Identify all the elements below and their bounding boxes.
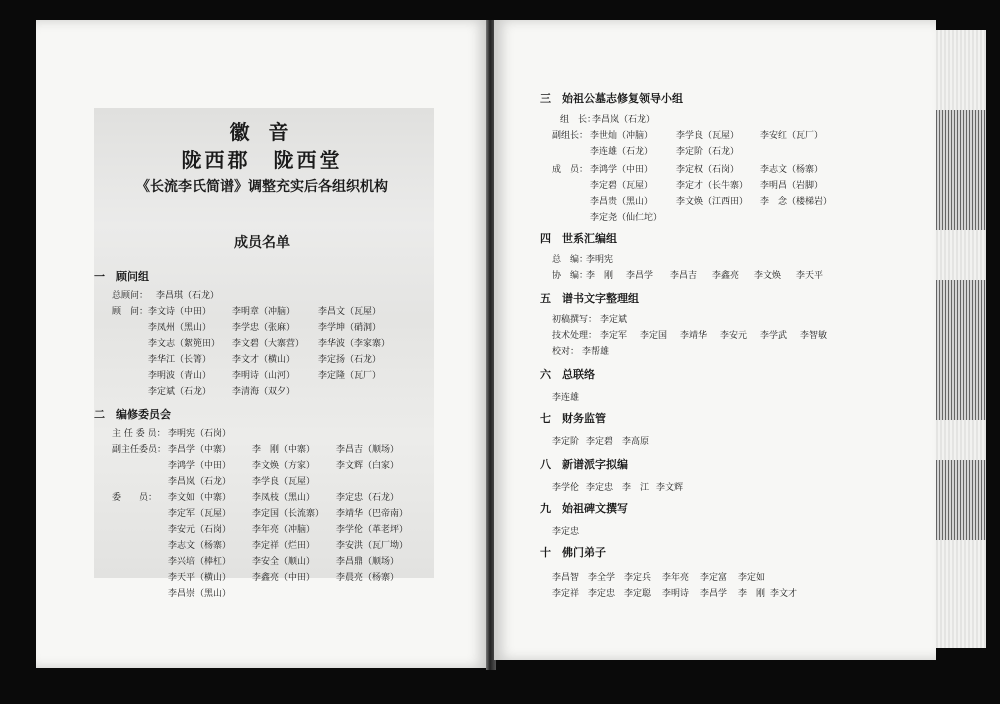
- section-heading-epitaph: 九 始祖碑文撰写: [540, 502, 628, 515]
- member-name: 李明诗: [662, 589, 690, 599]
- member-name: 李学武: [760, 331, 788, 341]
- member-name: 李学伦（革老坪）: [336, 525, 409, 535]
- page-edge-band: [936, 460, 986, 540]
- member-name: 李定国（长流寨）: [252, 509, 325, 519]
- member-name: 李昌岚（石龙）: [168, 477, 232, 487]
- row-label: 副主任委员：: [112, 445, 167, 455]
- member-name: 李连雄: [552, 393, 580, 403]
- member-name: 李靖华: [680, 331, 708, 341]
- member-name: 李安洪（瓦厂坳）: [336, 541, 409, 551]
- member-name: 李定才（长牛寨）: [676, 181, 749, 191]
- row-label: 协 编：: [552, 271, 589, 281]
- document-title: 《长流李氏简谱》调整充实后各组织机构: [136, 179, 388, 195]
- member-name: 李 江: [622, 483, 650, 493]
- member-name: 李定隆（瓦厂）: [318, 371, 382, 381]
- member-name: 李鑫亮（中田）: [252, 573, 316, 583]
- right-page: [494, 20, 936, 660]
- member-name: 李定祥: [552, 589, 580, 599]
- row-label: 组 长：: [560, 115, 597, 125]
- member-name: 李学伦: [552, 483, 580, 493]
- member-name: 李昌智: [552, 573, 580, 583]
- member-name: 李昌吉（顺场）: [336, 445, 400, 455]
- section-heading-tomb-restoration: 三 始祖公墓志修复领导小组: [540, 92, 683, 105]
- member-name: 李定忠: [552, 527, 580, 537]
- member-name: 李昌贵（黑山）: [590, 197, 654, 207]
- member-name: 李安元（石岗）: [168, 525, 232, 535]
- member-name: 李学良（瓦屋）: [252, 477, 316, 487]
- member-name: 李定军（瓦屋）: [168, 509, 232, 519]
- member-name: 李定国: [640, 331, 668, 341]
- member-name: 李明诗（山河）: [232, 371, 296, 381]
- member-name: 李鸿学（中田）: [590, 165, 654, 175]
- member-name: 李定尧（仙仁坨）: [590, 213, 663, 223]
- member-name: 李文焕: [754, 271, 782, 281]
- section-heading-text-editing: 五 谱书文字整理组: [540, 292, 639, 305]
- page-title: 徽 音: [229, 120, 295, 144]
- member-name: 李天平: [796, 271, 824, 281]
- member-name: 李昌岚（石龙）: [592, 115, 656, 125]
- member-name: 李文才: [770, 589, 798, 599]
- member-name: 李志文（杨寨）: [760, 165, 824, 175]
- member-name: 李定聪: [624, 589, 652, 599]
- member-name: 李文碧（大寨营）: [232, 339, 305, 349]
- member-name: 李明章（冲脑）: [232, 307, 296, 317]
- section-heading-buddhist-disciples: 十 佛门弟子: [540, 546, 606, 559]
- member-name: 李晨亮（杨寨）: [336, 573, 400, 583]
- row-label: 委 员：: [112, 493, 158, 503]
- row-label: 技术处理：: [552, 331, 598, 341]
- member-name: 李安全（顺山）: [252, 557, 316, 567]
- row-label: 总顾问：: [112, 291, 149, 301]
- member-name: 李连雄（石龙）: [590, 147, 654, 157]
- member-name: 李 刚: [586, 271, 614, 281]
- member-name: 李明宪: [586, 255, 614, 265]
- row-label: 副组长：: [552, 131, 589, 141]
- member-name: 李安元: [720, 331, 748, 341]
- member-name: 李昌鼎（顺场）: [336, 557, 400, 567]
- row-label: 校对：: [552, 347, 580, 357]
- member-name: 李华江（长箐）: [148, 355, 212, 365]
- member-name: 李志文（杨寨）: [168, 541, 232, 551]
- member-name: 李定军: [600, 331, 628, 341]
- member-name: 李华波（李家寨）: [318, 339, 391, 349]
- member-name: 李靖华（巴帝南）: [336, 509, 409, 519]
- member-name: 李昌学: [626, 271, 654, 281]
- member-name: 李定斌: [600, 315, 628, 325]
- member-name: 李文如（中寨）: [168, 493, 232, 503]
- member-name: 李昌琪（石龙）: [156, 291, 220, 301]
- member-name: 李文才（横山）: [232, 355, 296, 365]
- member-name: 李明昌（岩脚）: [760, 181, 824, 191]
- member-name: 李年亮: [662, 573, 690, 583]
- member-name: 李定富: [700, 573, 728, 583]
- member-name: 李定忠: [588, 589, 616, 599]
- left-page: [36, 20, 488, 668]
- row-label: 顾 问：: [112, 307, 149, 317]
- hall-title: 陇西郡 陇西堂: [181, 148, 343, 172]
- member-name: 李年亮（冲脑）: [252, 525, 316, 535]
- member-name: 李明波（青山）: [148, 371, 212, 381]
- member-name: 李帮雄: [582, 347, 610, 357]
- member-list-heading: 成员名单: [234, 235, 290, 251]
- member-name: 李文诗（中田）: [148, 307, 212, 317]
- member-name: 李清海（双夕）: [232, 387, 296, 397]
- member-name: 李文焕（方家）: [252, 461, 316, 471]
- row-label: 总 编：: [552, 255, 589, 265]
- member-name: 李定兵: [624, 573, 652, 583]
- page-edge-band: [936, 110, 986, 230]
- member-name: 李定斌（石龙）: [148, 387, 212, 397]
- section-heading-genealogy-compilation: 四 世系汇编组: [540, 232, 617, 245]
- member-name: 李明宪（石岗）: [168, 429, 232, 439]
- member-name: 李昌学: [700, 589, 728, 599]
- row-label: 成 员：: [552, 165, 589, 175]
- page-edge-band: [936, 280, 986, 420]
- member-name: 李昌学（中寨）: [168, 445, 232, 455]
- member-name: 李定忠: [586, 483, 614, 493]
- section-heading-finance: 七 财务监管: [540, 412, 606, 425]
- member-name: 李安红（瓦厂）: [760, 131, 824, 141]
- row-label: 主 任 委 员：: [112, 429, 166, 439]
- member-name: 李定阶: [552, 437, 580, 447]
- member-name: 李定碧（瓦屋）: [590, 181, 654, 191]
- member-name: 李高原: [622, 437, 650, 447]
- member-name: 李学忠（张麻）: [232, 323, 296, 333]
- member-name: 李智敏: [800, 331, 828, 341]
- member-name: 李定扬（石龙）: [318, 355, 382, 365]
- member-name: 李凤州（黑山）: [148, 323, 212, 333]
- section-heading-advisors: 一 顾问组: [94, 270, 149, 283]
- member-name: 李定如: [738, 573, 766, 583]
- member-name: 李文志（絮篼田）: [148, 339, 221, 349]
- member-name: 李全学: [588, 573, 616, 583]
- member-name: 李文辉: [656, 483, 684, 493]
- section-heading-generation-names: 八 新谱派字拟编: [540, 458, 628, 471]
- member-name: 李学良（瓦屋）: [676, 131, 740, 141]
- member-name: 李昌吉: [670, 271, 698, 281]
- member-name: 李定祥（烂田）: [252, 541, 316, 551]
- member-name: 李定碧: [586, 437, 614, 447]
- member-name: 李昌崇（黑山）: [168, 589, 232, 599]
- member-name: 李凤枝（黑山）: [252, 493, 316, 503]
- member-name: 李 念（楼梯岩）: [760, 197, 833, 207]
- member-name: 李定阶（石龙）: [676, 147, 740, 157]
- member-name: 李文焕（江西田）: [676, 197, 749, 207]
- member-name: 李兴培（棒杠）: [168, 557, 232, 567]
- member-name: 李定忠（石龙）: [336, 493, 400, 503]
- member-name: 李鸿学（中田）: [168, 461, 232, 471]
- member-name: 李天平（横山）: [168, 573, 232, 583]
- member-name: 李文辉（白家）: [336, 461, 400, 471]
- member-name: 李 刚: [738, 589, 766, 599]
- row-label: 初稿撰写：: [552, 315, 598, 325]
- member-name: 李鑫亮: [712, 271, 740, 281]
- section-heading-editorial-committee: 二 编修委员会: [94, 408, 171, 421]
- member-name: 李世灿（冲脑）: [590, 131, 654, 141]
- member-name: 李学坤（硝洞）: [318, 323, 382, 333]
- member-name: 李定权（石岗）: [676, 165, 740, 175]
- member-name: 李 刚（中寨）: [252, 445, 316, 455]
- page-edges: [936, 30, 986, 648]
- section-heading-liaison: 六 总联络: [540, 368, 595, 381]
- member-name: 李昌文（瓦屋）: [318, 307, 382, 317]
